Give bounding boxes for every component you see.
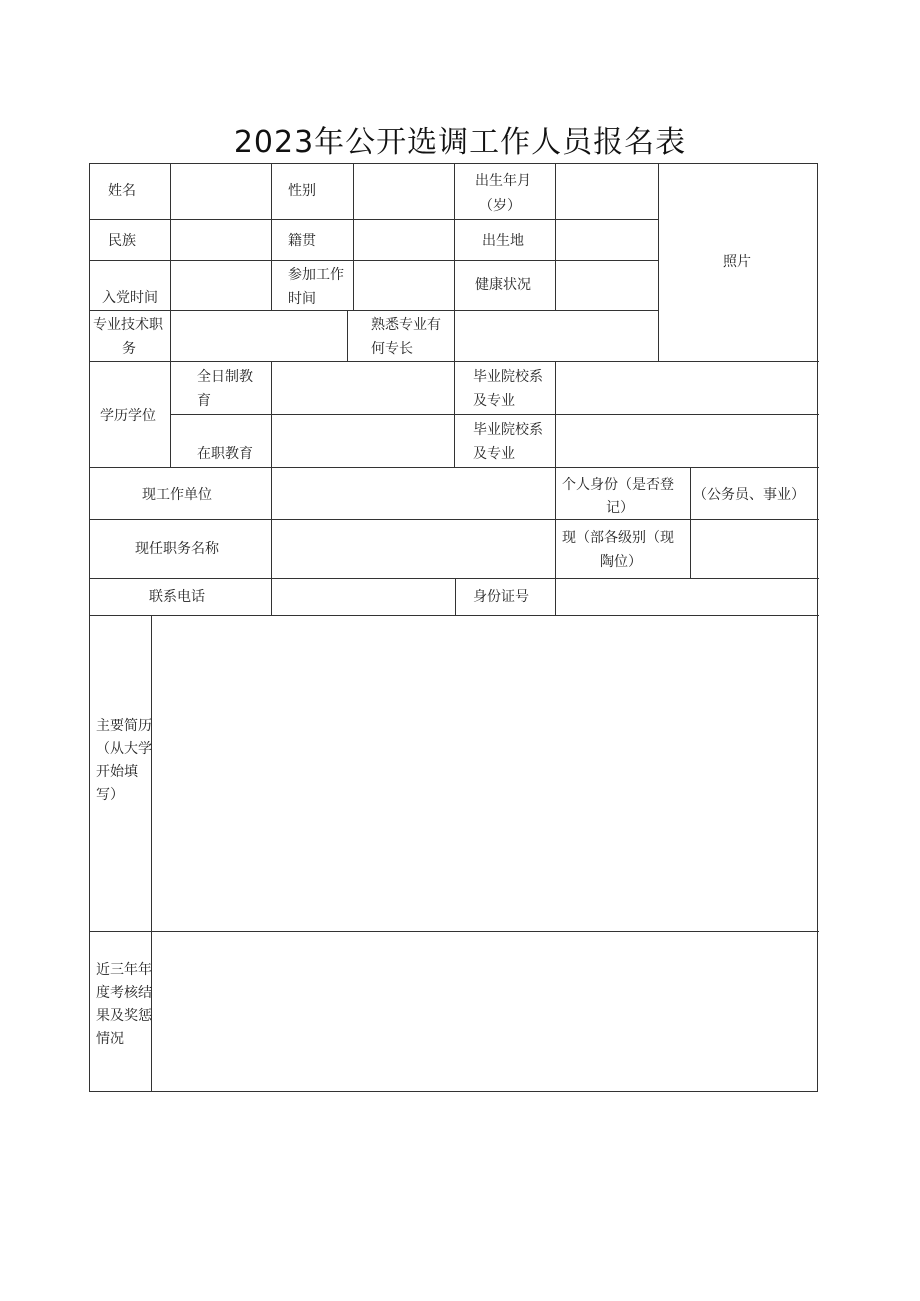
label-prof-title-line2: 务 [122,341,136,357]
label-health: 健康状况 [475,277,531,293]
label-birth-line2: （岁） [479,198,521,214]
label-party-join: 入党时间 [102,290,158,306]
label-assessment: 近三年年度考核结果及奖惩情况 [96,962,152,1047]
label-school2-line1: 毕业院校系 [473,422,543,438]
input-native-place[interactable] [354,220,455,261]
label-ethnicity-cell [90,220,171,261]
input-ethnicity[interactable] [171,220,272,261]
label-birthplace: 出生地 [482,233,524,249]
label-school2-line2: 及专业 [473,446,515,462]
label-gender: 性别 [288,183,316,199]
label-id-number: 身份证号 [473,589,529,605]
label-rank-cell [556,520,691,579]
label-fulltime-cell [171,362,272,415]
label-specialty-line1: 熟悉专业有 [371,317,441,333]
label-inservice: 在职教育 [197,446,253,462]
label-health-cell [455,261,556,311]
label-assessment-cell [90,932,152,1091]
input-resume[interactable] [152,616,819,932]
label-birthplace-cell [455,220,556,261]
label-education: 学历学位 [100,408,156,424]
label-identity-line2: 记） [606,500,634,516]
label-work-start-line1: 参加工作 [288,267,344,283]
label-rank-line2: 陶位） [600,554,642,570]
identity-value-cell[interactable] [691,468,819,520]
label-id-number-cell [456,579,556,616]
label-resume: 主要简历（从大学开始填写） [96,718,152,803]
photo-cell[interactable] [659,164,819,362]
input-prof-title[interactable] [171,311,348,362]
input-id-number[interactable] [556,579,819,616]
input-phone[interactable] [272,579,456,616]
label-inservice-cell [171,415,272,468]
input-fulltime[interactable] [272,362,455,415]
label-prof-title-line1: 专业技术职 [93,317,163,333]
label-name: 姓名 [108,183,136,199]
label-fulltime-line1: 全日制教 [197,369,253,385]
label-school1-cell [455,362,556,415]
input-gender[interactable] [354,164,455,220]
input-school1[interactable] [556,362,819,415]
label-native-place: 籍贯 [288,233,316,249]
label-current-unit-cell [90,468,272,520]
label-birth-line1: 出生年月 [475,173,531,189]
input-health[interactable] [556,261,659,311]
label-ethnicity: 民族 [108,233,136,249]
label-identity-cell [556,468,691,520]
label-gender-cell [272,164,354,220]
label-resume-cell [90,616,152,932]
label-name-cell [90,164,171,220]
input-birthplace[interactable] [556,220,659,261]
input-assessment[interactable] [152,932,819,1091]
input-school2[interactable] [556,415,819,468]
input-specialty[interactable] [455,311,659,362]
label-identity-line1: 个人身份（是否登 [562,477,674,493]
input-inservice[interactable] [272,415,455,468]
label-position-name: 现任职务名称 [135,541,219,557]
input-rank[interactable] [691,520,819,579]
label-work-start-cell [272,261,354,311]
label-current-unit: 现工作单位 [142,487,212,503]
input-current-unit[interactable] [272,468,556,520]
input-position-name[interactable] [272,520,556,579]
identity-value: （公务员、事业） [693,487,805,503]
label-party-join-cell [90,261,171,311]
input-birth[interactable] [556,164,659,220]
label-school1-line2: 及专业 [473,393,515,409]
label-birth-cell [455,164,556,220]
label-rank-line1: 现（部各级别（现 [562,530,674,546]
page-title: 2023年公开选调工作人员报名表 [233,125,687,160]
label-specialty-cell [348,311,455,362]
label-specialty-line2: 何专长 [371,341,413,357]
label-native-place-cell [272,220,354,261]
label-work-start-line2: 时间 [288,291,316,307]
label-education-cell [90,362,171,468]
label-school2-cell [455,415,556,468]
input-work-start[interactable] [354,261,455,311]
label-prof-title-cell [90,311,171,362]
input-name[interactable] [171,164,272,220]
label-fulltime-line2: 育 [197,393,211,409]
input-party-join[interactable] [171,261,272,311]
label-phone: 联系电话 [149,589,205,605]
label-phone-cell [90,579,272,616]
label-position-name-cell [90,520,272,579]
label-school1-line1: 毕业院校系 [473,369,543,385]
registration-form-table [89,163,818,1092]
label-photo: 照片 [723,254,751,270]
